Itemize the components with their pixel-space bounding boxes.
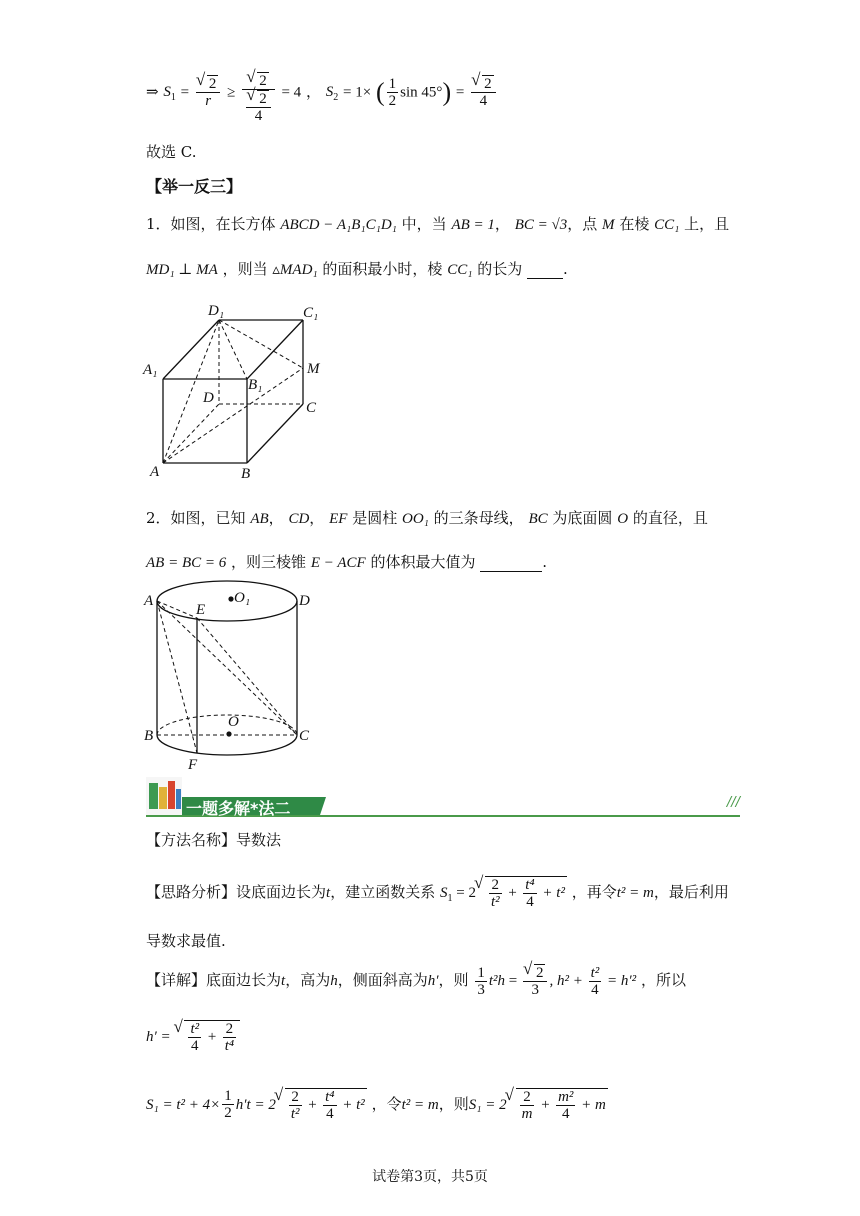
label-C1: C₁ bbox=[303, 305, 319, 321]
detail-line1: 【详解】底面边长为t，高为h，侧面斜高为h′，则 $\frac{1}{3}$ t²h = √ $\frac{2}{3}$ , h² + $\frac{\text{t²}}{4}$ = h′² ，所以 bbox=[146, 964, 686, 998]
formula-line-s1: ⇒ $S_1$ = √ $\frac{2}{r}$ ≥ √ 2 √ $\frac{2}{4}$ = 4 ， $S_2 = 1\times$ ( $\frac{1}{2}$ sin 45°) = √ $\frac{2}{4}$ bbox=[146, 72, 498, 124]
analysis-line1: 【思路分析】设底面边长为t，建立函数关系 $S_1 = 2$ √ $\frac{2}{\text{t²}}$ + $\frac{\text{t⁴}}{4}$ + t² ，再令t² = m，最后利用 bbox=[146, 876, 729, 910]
label-A1: A₁ bbox=[143, 362, 158, 378]
label-A: A bbox=[150, 464, 160, 480]
label-C: C bbox=[306, 400, 317, 416]
implies-symbol: ⇒ bbox=[146, 82, 159, 101]
fraction-nested: √ 2 √ $\frac{2}{4}$ bbox=[242, 72, 275, 124]
fraction-sqrt2-over-r: √ $\frac{2}{r}$ bbox=[196, 75, 221, 109]
label-B: B bbox=[144, 728, 154, 744]
label-B: B bbox=[241, 466, 251, 482]
problem2-line2: AB = BC = 6 ，则三棱锥 E − ACF 的体积最大值为 . bbox=[146, 553, 548, 571]
conclusion-text: 故选 C. bbox=[146, 143, 197, 161]
s2-symbol: $S_2$ bbox=[325, 84, 339, 104]
label-C: C bbox=[299, 728, 310, 744]
cuboid-figure bbox=[140, 296, 340, 486]
book-icon bbox=[146, 777, 182, 815]
section-title: 【举一反三】 bbox=[146, 177, 243, 196]
label-D: D bbox=[203, 390, 214, 406]
method-name: 【方法名称】导数法 bbox=[146, 831, 282, 849]
page-footer: 试卷第3页，共5页 bbox=[372, 1169, 488, 1185]
label-D: D bbox=[299, 593, 310, 609]
label-O: O bbox=[228, 714, 239, 730]
answer-blank-2[interactable] bbox=[480, 557, 542, 572]
problem1-line1: 1．如图，在长方体 ABCD − A₁B₁C₁D₁ 中，当 AB = 1， BC = √3，点 M 在棱 CC₁ 上，且 bbox=[146, 215, 730, 233]
cylinder-figure bbox=[140, 580, 330, 775]
answer-blank-1[interactable] bbox=[527, 264, 563, 279]
label-F: F bbox=[188, 757, 198, 773]
method-banner bbox=[146, 777, 740, 819]
label-B1: B₁ bbox=[248, 377, 263, 393]
label-O1: O₁ bbox=[234, 590, 251, 606]
label-A: A bbox=[144, 593, 154, 609]
problem2-line1: 2．如图，已知 AB， CD， EF 是圆柱 OO₁ 的三条母线， BC 为底面圆 O 的直径，且 bbox=[146, 509, 708, 527]
s1-expression-line: S₁ = t² + 4× $\frac{1}{2}$ h′t = 2 √ $\frac{2}{\text{t²}}$ + $\frac{\text{t⁴}}{4}$ + t² ，令t² = m，则S₁ = 2 √ $\frac{2}{m}$ + $\frac{\text{m²}}{4}$ + m bbox=[146, 1088, 608, 1122]
analysis-line2: 导数求最值. bbox=[146, 932, 226, 950]
problem1-line2: MD₁ ⊥ MA ，则当 ▵MAD₁ 的面积最小时，棱 CC₁ 的长为 . bbox=[146, 260, 568, 278]
label-M: M bbox=[307, 361, 320, 377]
label-E: E bbox=[196, 602, 206, 618]
s1-symbol: $S_1$ bbox=[163, 84, 176, 104]
banner-decoration: /// bbox=[726, 795, 740, 810]
fraction-sqrt2-over-4: √ $\frac{2}{4}$ bbox=[471, 75, 496, 109]
banner-title: 一题多解*法二 bbox=[186, 799, 291, 818]
hprime-line: h′ = √ $\frac{\text{t²}}{4}$ + $\frac{2}{\text{t⁴}}$ bbox=[146, 1020, 240, 1054]
label-D1: D₁ bbox=[208, 303, 225, 319]
